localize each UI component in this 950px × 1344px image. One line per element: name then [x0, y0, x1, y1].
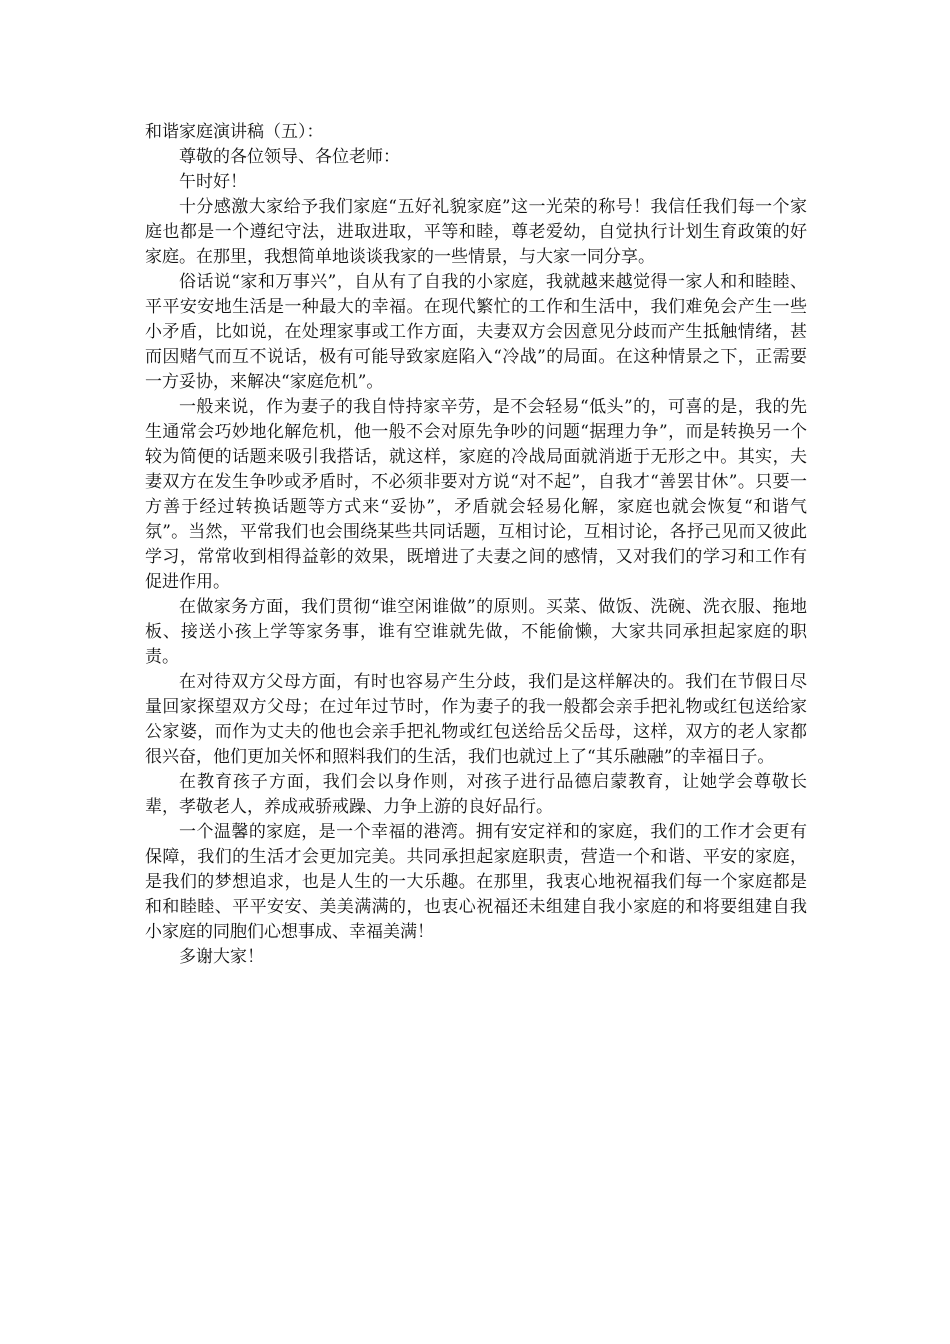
greeting: 午时好！	[179, 172, 247, 192]
paragraph: 在对待双方父母方面，有时也容易产生分歧，我们是这样解决的。我们在节假日尽量回家探望双方父母；在过年过节时，作为妻子的我一般都会亲手把礼物或红包送给家公家婆，而作为丈夫的他也会亲手把礼物或红包送给岳父岳母，这样，双方的老人家都很兴奋，他们更加关怀和照料我们的生活，我们也就过上了“其乐融融”的幸福日子。	[145, 672, 807, 767]
document-title: 和谐家庭演讲稿（五）：	[145, 122, 324, 142]
paragraph: 一个温馨的家庭，是一个幸福的港湾。拥有安定祥和的家庭，我们的工作才会更有保障，我们的生活才会更加完美。共同承担起家庭职责，营造一个和谐、平安的家庭，是我们的梦想追求，也是人生的一大乐趣。在那里，我衷心地祝福我们每一个家庭都是和和睦睦、平平安安、美美满满的，也衷心祝福还未组建自我小家庭的和将要组建自我小家庭的同胞们心想事成、幸福美满！	[145, 822, 807, 942]
paragraph: 在做家务方面，我们贯彻“谁空闲谁做”的原则。买菜、做饭、洗碗、洗衣服、拖地板、接送小孩上学等家务事，谁有空谁就先做，不能偷懒，大家共同承担起家庭的职责。	[145, 597, 807, 667]
closing: 多谢大家！	[179, 947, 264, 967]
paragraph: 十分感激大家给予我们家庭“五好礼貌家庭”这一光荣的称号！我信任我们每一个家庭也都是一个遵纪守法，进取进取，平等和睦，尊老爱幼，自觉执行计划生育政策的好家庭。在那里，我想简单地谈谈我家的一些情景，与大家一同分享。	[145, 197, 807, 267]
salutation: 尊敬的各位领导、各位老师：	[179, 147, 400, 167]
paragraph: 在教育孩子方面，我们会以身作则，对孩子进行品德启蒙教育，让她学会尊敬长辈，孝敬老人，养成戒骄戒躁、力争上游的良好品行。	[145, 772, 807, 817]
document-page	[145, 120, 807, 970]
paragraph: 俗话说“家和万事兴”，自从有了自我的小家庭，我就越来越觉得一家人和和睦睦、平平安安地生活是一种最大的幸福。在现代繁忙的工作和生活中，我们难免会产生一些小矛盾，比如说，在处理家事或工作方面，夫妻双方会因意见分歧而产生抵触情绪，甚而因赌气而互不说话，极有可能导致家庭陷入“冷战”的局面。在这种情景之下，正需要一方妥协，来解决“家庭危机”。	[145, 272, 807, 392]
paragraph: 一般来说，作为妻子的我自恃持家辛劳，是不会轻易“低头”的，可喜的是，我的先生通常会巧妙地化解危机，他一般不会对原先争吵的问题“据理力争”，而是转换另一个较为简便的话题来吸引我搭话，就这样，家庭的冷战局面就消逝于无形之中。其实，夫妻双方在发生争吵或矛盾时，不必须非要对方说“对不起”，自我才“善罢甘休”。只要一方善于经过转换话题等方式来“妥协”，矛盾就会轻易化解，家庭也就会恢复“和谐气氛”。当然，平常我们也会围绕某些共同话题，互相讨论，互相讨论，各抒己见而又彼此学习，常常收到相得益彰的效果，既增进了夫妻之间的感情，又对我们的学习和工作有促进作用。	[145, 397, 807, 592]
